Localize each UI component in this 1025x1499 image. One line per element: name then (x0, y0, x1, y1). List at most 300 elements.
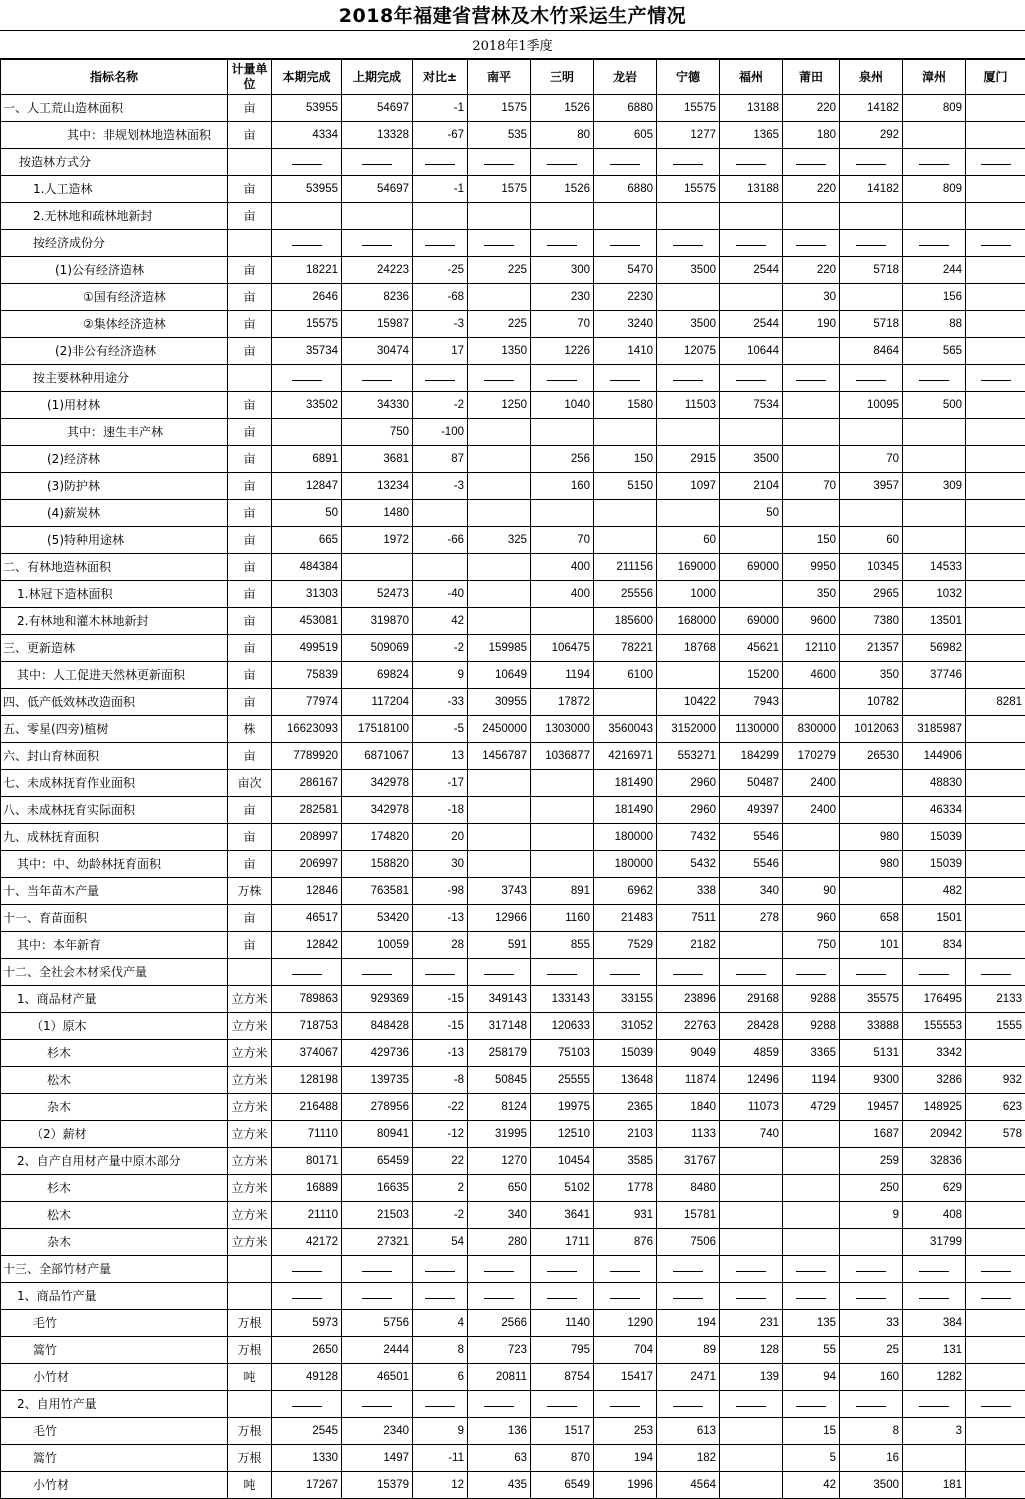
row-label: （1）原木 (1, 1013, 228, 1040)
value-cell: 16635 (342, 1175, 413, 1202)
dash-mark (484, 1271, 514, 1272)
value-cell: 117204 (342, 689, 413, 716)
value-cell: 4729 (783, 1094, 840, 1121)
value-cell: 278 (720, 905, 783, 932)
value-cell (903, 527, 966, 554)
dash-mark (981, 1406, 1011, 1407)
table-row (1, 1472, 1025, 1499)
row-unit: 立方米 (228, 1121, 272, 1148)
value-cell: 55 (783, 1337, 840, 1364)
value-cell: 220 (783, 257, 840, 284)
row-label: 五、零星(四旁)植树 (1, 716, 228, 743)
table-row (1, 581, 1025, 608)
table-row (1, 662, 1025, 689)
value-cell: 220 (783, 176, 840, 203)
table-row (1, 1175, 1025, 1202)
value-cell: 101 (840, 932, 903, 959)
value-cell: 30955 (468, 689, 531, 716)
value-cell: 605 (594, 122, 657, 149)
value-cell: 1526 (531, 95, 594, 122)
value-cell: 12966 (468, 905, 531, 932)
value-cell (966, 662, 1025, 689)
value-cell: 1501 (903, 905, 966, 932)
value-cell (966, 95, 1025, 122)
value-cell (657, 500, 720, 527)
row-label: (5)特种用途林 (1, 527, 228, 554)
row-unit: 立方米 (228, 1175, 272, 1202)
value-cell: 3560043 (594, 716, 657, 743)
table-row (1, 365, 1025, 392)
value-cell (966, 824, 1025, 851)
value-cell (966, 1202, 1025, 1229)
dash-mark (610, 164, 640, 165)
dash-mark (796, 164, 826, 165)
value-cell: 280 (468, 1229, 531, 1256)
value-cell: 2450000 (468, 716, 531, 743)
value-cell (272, 419, 342, 446)
dash-mark (362, 1271, 392, 1272)
value-cell: 23896 (657, 986, 720, 1013)
dash-cell (903, 230, 966, 257)
value-cell: 1840 (657, 1094, 720, 1121)
dash-mark (796, 1298, 826, 1299)
value-cell: 340 (720, 878, 783, 905)
column-header: 对比± (413, 60, 468, 95)
value-cell: 15575 (657, 95, 720, 122)
dash-cell (720, 1283, 783, 1310)
value-cell: 429736 (342, 1040, 413, 1067)
value-cell: 45621 (720, 635, 783, 662)
value-cell: 33888 (840, 1013, 903, 1040)
value-cell (531, 419, 594, 446)
value-cell (783, 851, 840, 878)
row-label: 十一、育苗面积 (1, 905, 228, 932)
row-unit: 亩 (228, 689, 272, 716)
value-cell (468, 824, 531, 851)
row-unit: 立方米 (228, 1202, 272, 1229)
value-cell: 49397 (720, 797, 783, 824)
value-cell (966, 338, 1025, 365)
value-cell: 150 (783, 527, 840, 554)
dash-cell (783, 149, 840, 176)
dash-mark (292, 245, 322, 246)
dash-cell (840, 365, 903, 392)
value-cell: 225 (468, 311, 531, 338)
dash-cell (783, 959, 840, 986)
value-cell (966, 554, 1025, 581)
row-label: 十、当年苗木产量 (1, 878, 228, 905)
dash-mark (362, 1298, 392, 1299)
value-cell: 35734 (272, 338, 342, 365)
value-cell: 2544 (720, 311, 783, 338)
dash-mark (919, 1298, 949, 1299)
row-label: （2）薪材 (1, 1121, 228, 1148)
row-unit (228, 1256, 272, 1283)
value-cell: 139 (720, 1364, 783, 1391)
value-cell: 15039 (903, 851, 966, 878)
value-cell: 16889 (272, 1175, 342, 1202)
value-cell: 30 (783, 284, 840, 311)
value-cell (720, 581, 783, 608)
value-cell (531, 203, 594, 230)
value-cell (966, 176, 1025, 203)
value-cell: 13501 (903, 608, 966, 635)
dash-mark (292, 164, 322, 165)
value-cell: 855 (531, 932, 594, 959)
value-cell: 18221 (272, 257, 342, 284)
value-cell: 156 (903, 284, 966, 311)
row-label: 七、未成林抚育作业面积 (1, 770, 228, 797)
table-row (1, 1040, 1025, 1067)
row-unit: 亩 (228, 797, 272, 824)
row-unit: 万根 (228, 1310, 272, 1337)
value-cell: 256 (531, 446, 594, 473)
value-cell: 88 (903, 311, 966, 338)
value-cell: 1036877 (531, 743, 594, 770)
row-unit: 亩 (228, 608, 272, 635)
value-cell: 12075 (657, 338, 720, 365)
value-cell: 60 (840, 527, 903, 554)
dash-mark (484, 974, 514, 975)
value-cell: 17518100 (342, 716, 413, 743)
value-cell: 14182 (840, 95, 903, 122)
column-header: 计量单位 (228, 60, 272, 95)
dash-cell (783, 365, 840, 392)
value-cell: 225 (468, 257, 531, 284)
value-cell: 789863 (272, 986, 342, 1013)
value-cell: 870 (531, 1445, 594, 1472)
value-cell: 3152000 (657, 716, 720, 743)
value-cell: 5432 (657, 851, 720, 878)
value-cell: 931 (594, 1202, 657, 1229)
dash-cell (468, 149, 531, 176)
value-cell: 26530 (840, 743, 903, 770)
value-cell: 5718 (840, 257, 903, 284)
value-cell: 128 (720, 1337, 783, 1364)
value-cell: 2340 (342, 1418, 413, 1445)
dash-cell (966, 230, 1025, 257)
value-cell: 374067 (272, 1040, 342, 1067)
value-cell (720, 1202, 783, 1229)
row-label: 九、成林抚育面积 (1, 824, 228, 851)
value-cell: 15379 (342, 1472, 413, 1499)
dash-cell (720, 1256, 783, 1283)
row-label: (2)非公有经济造林 (1, 338, 228, 365)
value-cell: 317148 (468, 1013, 531, 1040)
value-cell: 3681 (342, 446, 413, 473)
value-cell (966, 500, 1025, 527)
value-cell (966, 905, 1025, 932)
value-cell: 809 (903, 95, 966, 122)
value-cell: 338 (657, 878, 720, 905)
dash-cell (468, 1391, 531, 1418)
row-unit: 立方米 (228, 1094, 272, 1121)
dash-cell (903, 149, 966, 176)
value-cell: 11503 (657, 392, 720, 419)
value-cell: 11073 (720, 1094, 783, 1121)
dash-cell (840, 1391, 903, 1418)
value-cell (720, 1148, 783, 1175)
value-cell: 27321 (342, 1229, 413, 1256)
value-cell: 10345 (840, 554, 903, 581)
row-label: (2)经济林 (1, 446, 228, 473)
dash-cell (594, 1391, 657, 1418)
value-cell (966, 1310, 1025, 1337)
value-cell: 629 (903, 1175, 966, 1202)
value-cell: 3585 (594, 1148, 657, 1175)
table-row (1, 122, 1025, 149)
value-cell: -2 (413, 635, 468, 662)
value-cell: 6880 (594, 176, 657, 203)
row-label: 杂木 (1, 1094, 228, 1121)
row-unit: 万根 (228, 1445, 272, 1472)
value-cell: 10422 (657, 689, 720, 716)
value-cell: 18768 (657, 635, 720, 662)
table-row (1, 392, 1025, 419)
dash-mark (484, 245, 514, 246)
dash-mark (673, 164, 703, 165)
value-cell: 400 (531, 581, 594, 608)
value-cell: 30474 (342, 338, 413, 365)
dash-cell (594, 1256, 657, 1283)
value-cell: 53420 (342, 905, 413, 932)
row-label: (3)防护林 (1, 473, 228, 500)
value-cell: 32836 (903, 1148, 966, 1175)
row-unit (228, 1391, 272, 1418)
value-cell: 4334 (272, 122, 342, 149)
value-cell: 12510 (531, 1121, 594, 1148)
value-cell: 12842 (272, 932, 342, 959)
column-header: 漳州 (903, 60, 966, 95)
table-row (1, 986, 1025, 1013)
value-cell: 6871067 (342, 743, 413, 770)
value-cell (783, 500, 840, 527)
table-row (1, 743, 1025, 770)
value-cell (966, 419, 1025, 446)
value-cell: 1290 (594, 1310, 657, 1337)
dash-cell (531, 1391, 594, 1418)
value-cell (468, 419, 531, 446)
value-cell: 46517 (272, 905, 342, 932)
value-cell: 5546 (720, 851, 783, 878)
value-cell: 2365 (594, 1094, 657, 1121)
dash-mark (856, 974, 886, 975)
value-cell: 31995 (468, 1121, 531, 1148)
row-unit: 亩 (228, 203, 272, 230)
value-cell: 15575 (272, 311, 342, 338)
dash-mark (425, 1406, 455, 1407)
column-header: 三明 (531, 60, 594, 95)
value-cell (903, 419, 966, 446)
value-cell: 400 (531, 554, 594, 581)
value-cell: 8754 (531, 1364, 594, 1391)
table-row (1, 203, 1025, 230)
value-cell (966, 527, 1025, 554)
value-cell (468, 554, 531, 581)
value-cell (594, 527, 657, 554)
dash-cell (657, 149, 720, 176)
value-cell: 63 (468, 1445, 531, 1472)
value-cell: 174820 (342, 824, 413, 851)
value-cell: 50845 (468, 1067, 531, 1094)
value-cell (720, 1418, 783, 1445)
value-cell: 2400 (783, 797, 840, 824)
row-unit (228, 149, 272, 176)
row-unit: 亩 (228, 824, 272, 851)
value-cell: -66 (413, 527, 468, 554)
dash-mark (292, 1406, 322, 1407)
value-cell: -3 (413, 311, 468, 338)
row-unit (228, 365, 272, 392)
value-cell: 33 (840, 1310, 903, 1337)
value-cell: 80 (531, 122, 594, 149)
value-cell (903, 203, 966, 230)
value-cell: 13328 (342, 122, 413, 149)
dash-mark (981, 1298, 1011, 1299)
value-cell: 106475 (531, 635, 594, 662)
value-cell: 17872 (531, 689, 594, 716)
value-cell: 9300 (840, 1067, 903, 1094)
value-cell (783, 419, 840, 446)
value-cell: 160 (840, 1364, 903, 1391)
value-cell: 49128 (272, 1364, 342, 1391)
value-cell (531, 500, 594, 527)
dash-cell (342, 230, 413, 257)
value-cell: -1 (413, 176, 468, 203)
table-row (1, 1148, 1025, 1175)
value-cell: -3 (413, 473, 468, 500)
value-cell (783, 203, 840, 230)
dash-cell (272, 365, 342, 392)
value-cell: 980 (840, 851, 903, 878)
value-cell (468, 446, 531, 473)
table-row (1, 851, 1025, 878)
value-cell: 131 (903, 1337, 966, 1364)
table-row (1, 1013, 1025, 1040)
value-cell: 8 (840, 1418, 903, 1445)
value-cell: 211156 (594, 554, 657, 581)
table-row (1, 527, 1025, 554)
value-cell: 14533 (903, 554, 966, 581)
value-cell: 1580 (594, 392, 657, 419)
value-cell: 10782 (840, 689, 903, 716)
value-cell: 3957 (840, 473, 903, 500)
value-cell (413, 554, 468, 581)
value-cell: 292 (840, 122, 903, 149)
value-cell: 14182 (840, 176, 903, 203)
value-cell: 46501 (342, 1364, 413, 1391)
dash-mark (736, 380, 766, 381)
dash-cell (903, 1283, 966, 1310)
value-cell (720, 203, 783, 230)
value-cell (840, 1229, 903, 1256)
value-cell: 22 (413, 1148, 468, 1175)
value-cell: 2103 (594, 1121, 657, 1148)
row-label: 毛竹 (1, 1310, 228, 1337)
value-cell: 484384 (272, 554, 342, 581)
row-unit: 亩 (228, 284, 272, 311)
value-cell: 37746 (903, 662, 966, 689)
value-cell: 8480 (657, 1175, 720, 1202)
value-cell: 34330 (342, 392, 413, 419)
value-cell (840, 284, 903, 311)
table-row (1, 824, 1025, 851)
value-cell (966, 878, 1025, 905)
dash-mark (919, 245, 949, 246)
value-cell: 244 (903, 257, 966, 284)
dash-mark (425, 245, 455, 246)
value-cell: 31052 (594, 1013, 657, 1040)
dash-cell (531, 149, 594, 176)
row-unit (228, 1283, 272, 1310)
row-label: 2.无林地和疏林地新封 (1, 203, 228, 230)
value-cell: 160 (531, 473, 594, 500)
row-unit: 亩 (228, 95, 272, 122)
value-cell (966, 1175, 1025, 1202)
value-cell: 565 (903, 338, 966, 365)
table-row (1, 419, 1025, 446)
value-cell: 78221 (594, 635, 657, 662)
value-cell: 120633 (531, 1013, 594, 1040)
dash-mark (610, 380, 640, 381)
dash-mark (362, 380, 392, 381)
value-cell (468, 473, 531, 500)
dash-cell (413, 365, 468, 392)
value-cell: 69000 (720, 554, 783, 581)
dash-cell (342, 365, 413, 392)
value-cell (966, 932, 1025, 959)
value-cell: 876 (594, 1229, 657, 1256)
value-cell: 350 (783, 581, 840, 608)
value-cell (903, 446, 966, 473)
value-cell: 10095 (840, 392, 903, 419)
value-cell (966, 1229, 1025, 1256)
dash-cell (903, 1256, 966, 1283)
period-label: 2018年1季度 (0, 31, 1025, 58)
dash-mark (484, 380, 514, 381)
dash-mark (673, 1298, 703, 1299)
table-row (1, 1391, 1025, 1418)
row-label: 毛竹 (1, 1418, 228, 1445)
value-cell: 3342 (903, 1040, 966, 1067)
row-label: 杂木 (1, 1229, 228, 1256)
value-cell (468, 608, 531, 635)
value-cell: 1040 (531, 392, 594, 419)
dash-mark (673, 974, 703, 975)
value-cell: 718753 (272, 1013, 342, 1040)
row-label: 按主要林种用途分 (1, 365, 228, 392)
row-unit: 亩 (228, 176, 272, 203)
row-unit: 亩 (228, 932, 272, 959)
dash-mark (547, 974, 577, 975)
value-cell: 482 (903, 878, 966, 905)
table-row (1, 770, 1025, 797)
value-cell: 1133 (657, 1121, 720, 1148)
row-unit: 立方米 (228, 1067, 272, 1094)
value-cell (468, 581, 531, 608)
value-cell (840, 500, 903, 527)
value-cell: 704 (594, 1337, 657, 1364)
value-cell (840, 770, 903, 797)
value-cell: 809 (903, 176, 966, 203)
value-cell (840, 203, 903, 230)
dash-cell (413, 230, 468, 257)
dash-cell (272, 1256, 342, 1283)
value-cell: 181490 (594, 797, 657, 824)
table-row (1, 797, 1025, 824)
table-row (1, 1121, 1025, 1148)
dash-cell (272, 230, 342, 257)
